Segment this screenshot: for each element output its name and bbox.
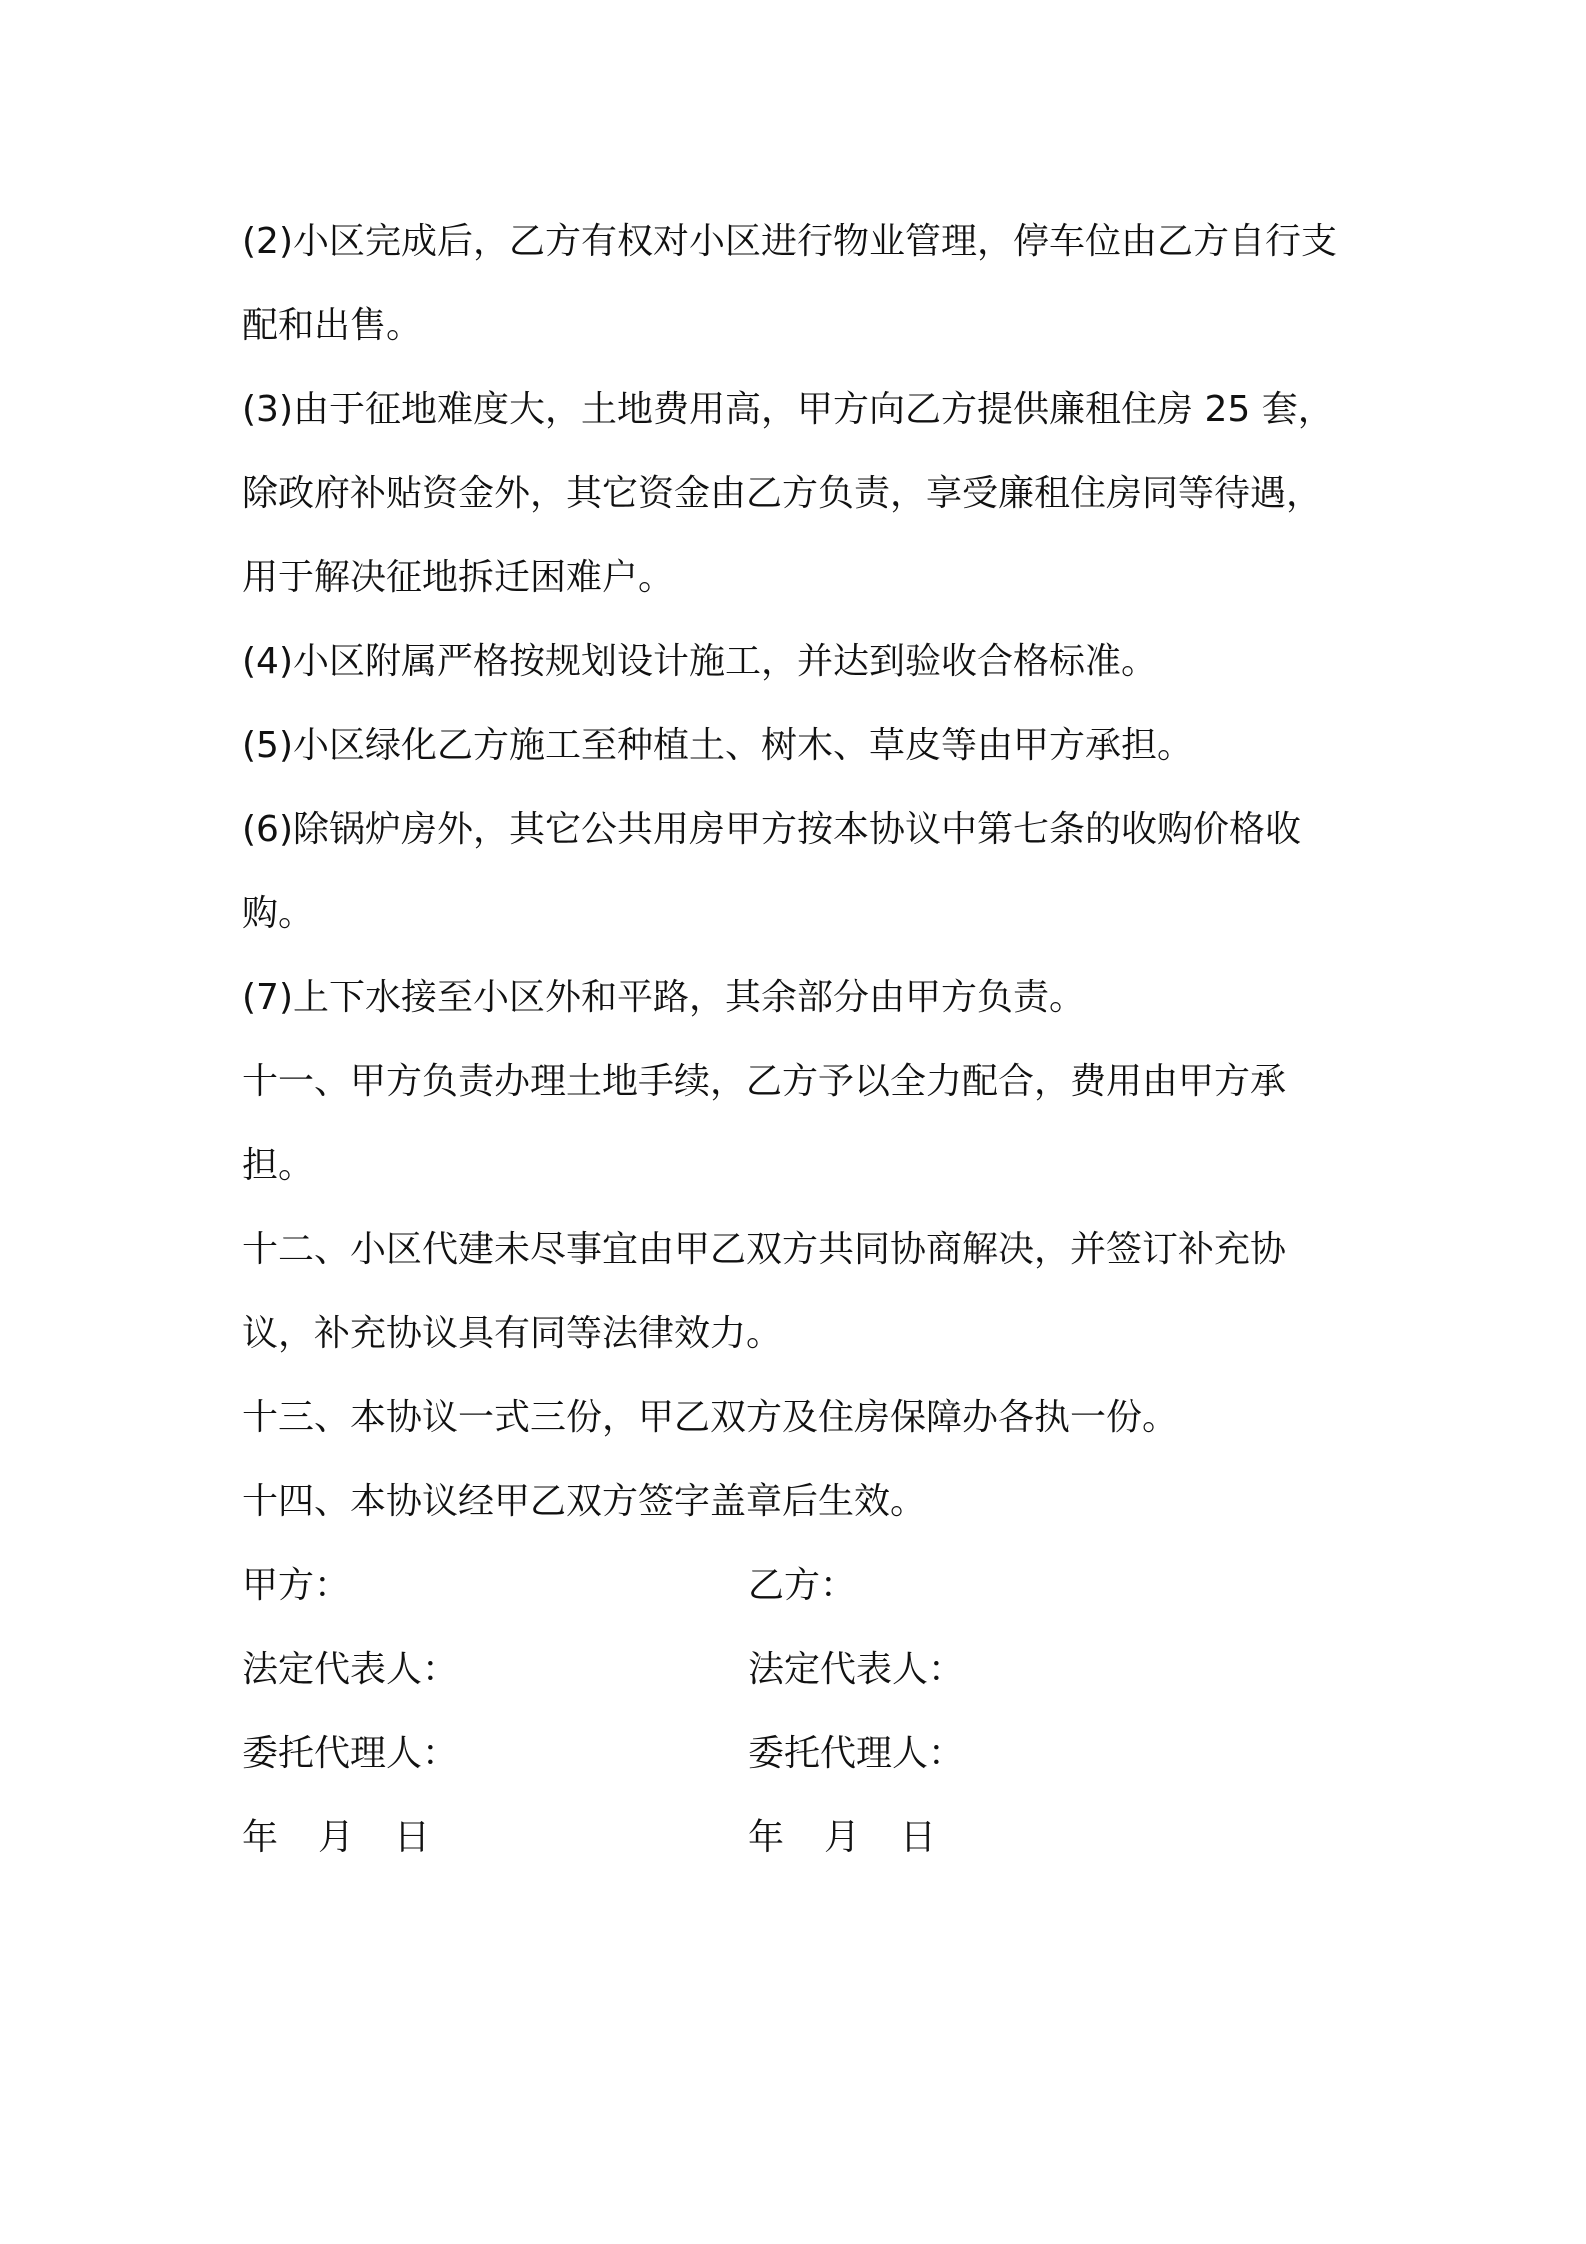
legal-rep-a-label: 法定代表人： — [242, 1649, 459, 1690]
legal-rep-b-label: 法定代表人： — [748, 1649, 965, 1690]
article-11: 十一、甲方负责办理土地手续，乙方予以全力配合，费用由甲方承担。 — [242, 1061, 1287, 1186]
date-a — [242, 1796, 430, 1880]
clause-4: (4)小区附属严格按规划设计施工，并达到验收合格标准。 — [242, 641, 1157, 682]
agent-b-label: 委托代理人： — [748, 1733, 965, 1774]
clause-2: (2)小区完成后，乙方有权对小区进行物业管理，停车位由乙方自行支配和出售。 — [242, 221, 1337, 346]
signature-row-agent — [242, 1712, 1352, 1796]
signature-row-date — [242, 1796, 1352, 1880]
article-13: 十三、本协议一式三份，甲乙双方及住房保障办各执一份。 — [242, 1397, 1179, 1438]
signature-block — [242, 1544, 1352, 1880]
date-b — [748, 1796, 936, 1880]
clause-5: (5)小区绿化乙方施工至种植土、树木、草皮等由甲方承担。 — [242, 725, 1193, 766]
clause-3: (3)由于征地难度大，土地费用高，甲方向乙方提供廉租住房 25 套，除政府补贴资金外，其它资金由乙方负责，享受廉租住房同等待遇，用于解决征地拆迁困难户。 — [242, 389, 1334, 598]
article-14: 十四、本协议经甲乙双方签字盖章后生效。 — [242, 1481, 927, 1522]
date-b-month: 月 — [824, 1817, 861, 1858]
date-a-month: 月 — [318, 1817, 355, 1858]
article-12: 十二、小区代建未尽事宜由甲乙双方共同协商解决，并签订补充协议，补充协议具有同等法律效力。 — [242, 1229, 1287, 1354]
clause-7: (7)上下水接至小区外和平路，其余部分由甲方负责。 — [242, 977, 1085, 1018]
document-body — [242, 200, 1352, 1880]
date-b-year: 年 — [748, 1817, 785, 1858]
date-a-year: 年 — [242, 1817, 279, 1858]
date-a-day: 日 — [394, 1817, 431, 1858]
signature-row-party — [242, 1544, 1352, 1628]
party-b-label: 乙方： — [748, 1565, 857, 1606]
party-a-label: 甲方： — [242, 1565, 351, 1606]
date-b-day: 日 — [900, 1817, 937, 1858]
signature-row-legal-rep — [242, 1628, 1352, 1712]
clause-6: (6)除锅炉房外，其它公共用房甲方按本协议中第七条的收购价格收购。 — [242, 809, 1301, 934]
agent-a-label: 委托代理人： — [242, 1733, 459, 1774]
